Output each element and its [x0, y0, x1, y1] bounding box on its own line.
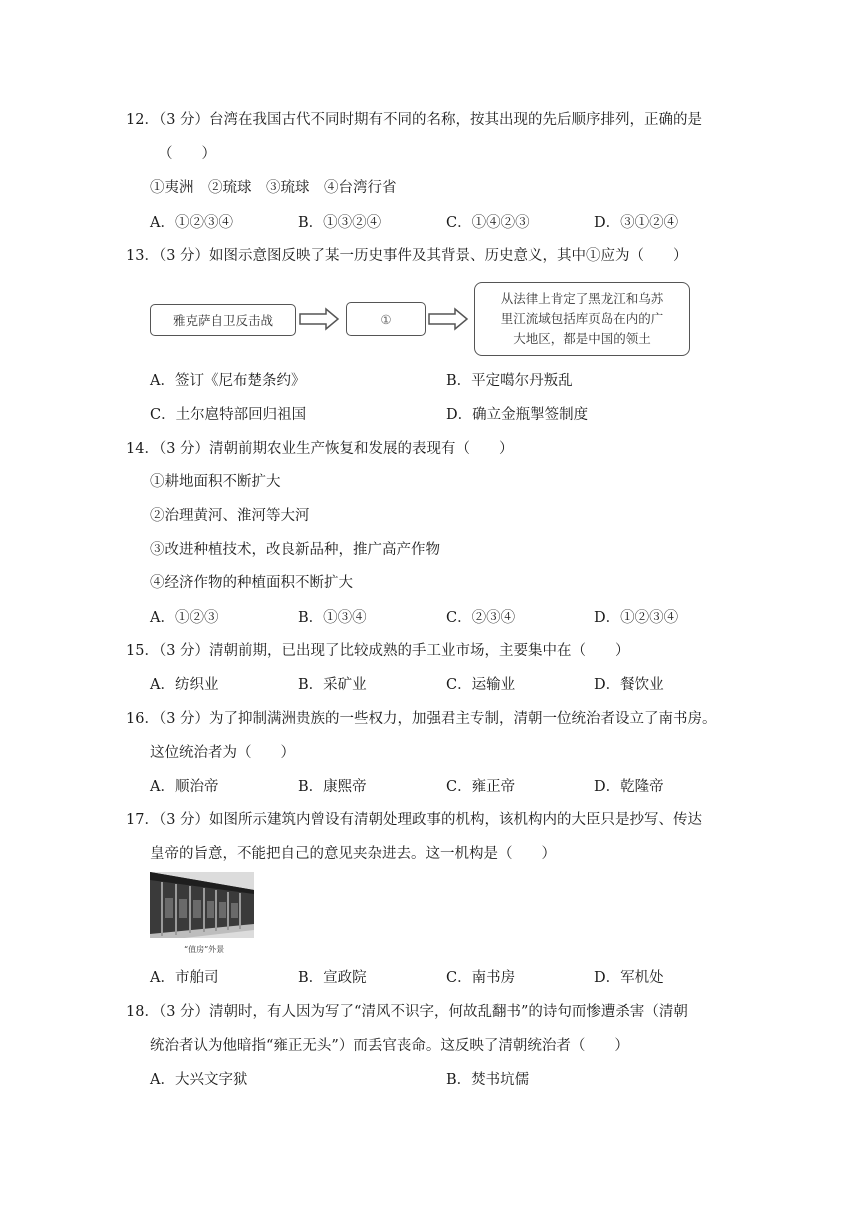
q14-item-4: ④经济作物的种植面积不断扩大: [150, 575, 353, 591]
q18-option-a: A．大兴文字狱: [150, 1072, 248, 1088]
flow-box-significance-line-1: 从法律上肯定了黑龙江和乌苏: [500, 291, 664, 306]
q15-stem: 15．（3 分）清朝前期，已出现了比较成熟的手工业市场，主要集中在（ ）: [126, 643, 630, 659]
building-photo-image: [150, 872, 254, 942]
q16-option-c: C．雍正帝: [446, 779, 516, 795]
q12-option-a: A．①②③④: [150, 215, 233, 231]
q15-option-a: A．纺织业: [150, 677, 219, 693]
q15-option-c: C．运输业: [446, 677, 516, 693]
q14-option-c: C．②③④: [446, 610, 516, 626]
q12-option-b: B．①③②④: [298, 215, 382, 231]
flow-arrow-1-icon: [298, 307, 340, 331]
q16-option-a: A．顺治帝: [150, 779, 219, 795]
q13-option-d: D．确立金瓶掣签制度: [446, 407, 589, 423]
q13-option-b: B．平定噶尔丹叛乱: [446, 373, 573, 389]
q16-option-d: D．乾隆帝: [594, 779, 664, 795]
q17-stem: 17．（3 分）如图所示建筑内曾设有清朝处理政事的机构，该机构内的大臣只是抄写、传达: [126, 812, 703, 828]
q14-option-a: A．①②③: [150, 610, 219, 626]
q18-stem: 18．（3 分）清朝时，有人因为写了“清风不识字，何故乱翻书”的诗句而惨遭杀害（清朝: [126, 1004, 688, 1020]
q17-option-c: C．南书房: [446, 970, 516, 986]
q12-stem: 12．（3 分）台湾在我国古代不同时期有不同的名称，按其出现的先后顺序排列，正确的是: [126, 112, 703, 128]
q13-stem: 13．（3 分）如图示意图反映了某一历史事件及其背景、历史意义，其中①应为（ ）: [126, 248, 688, 264]
q13-option-c: C．土尔扈特部回归祖国: [150, 407, 307, 423]
q15-option-b: B．采矿业: [298, 677, 367, 693]
q13-option-a: A．签订《尼布楚条约》: [150, 373, 306, 389]
q17-option-d: D．军机处: [594, 970, 664, 986]
q17-stem-cont: 皇帝的旨意，不能把自己的意见夹杂进去。这一机构是（ ）: [150, 846, 556, 862]
q14-option-b: B．①③④: [298, 610, 367, 626]
q16-stem: 16．（3 分）为了抑制满洲贵族的一些权力，加强君主专制，清朝一位统治者设立了南书房。: [126, 711, 717, 727]
q17-option-b: B．宣政院: [298, 970, 367, 986]
q18-stem-cont: 统治者认为他暗指“雍正无头”）而丢官丧命。这反映了清朝统治者（ ）: [150, 1038, 629, 1054]
flow-box-significance-line-2: 里江流域包括库页岛在内的广: [500, 311, 664, 326]
q17-option-a: A．市舶司: [150, 970, 219, 986]
q14-item-1: ①耕地面积不断扩大: [150, 474, 281, 490]
building-photo-caption: “值房”外景: [184, 945, 225, 954]
flow-arrow-2-icon: [427, 307, 469, 331]
flow-box-battle: 雅克萨自卫反击战: [150, 304, 296, 336]
q16-option-b: B．康熙帝: [298, 779, 367, 795]
q12-stem-cont: （ ）: [158, 146, 216, 162]
q18-option-b: B．焚书坑儒: [446, 1072, 530, 1088]
flow-box-blank: ①: [346, 302, 426, 336]
q14-option-d: D．①②③④: [594, 610, 679, 626]
q12-option-d: D．③①②④: [594, 215, 679, 231]
q14-item-2: ②治理黄河、淮河等大河: [150, 508, 310, 524]
flow-box-significance: [474, 282, 690, 356]
q12-option-c: C．①④②③: [446, 215, 530, 231]
q12-items: ①夷洲 ②琉球 ③琉球 ④台湾行省: [150, 180, 397, 196]
q14-item-3: ③改进种植技术，改良新品种，推广高产作物: [150, 542, 440, 558]
flow-box-significance-line-3: 大地区，都是中国的领土: [513, 331, 651, 346]
q15-option-d: D．餐饮业: [594, 677, 664, 693]
q16-stem-cont: 这位统治者为（ ）: [150, 745, 295, 761]
building-photo: [150, 872, 254, 942]
q14-stem: 14．（3 分）清朝前期农业生产恢复和发展的表现有（ ）: [126, 441, 514, 457]
